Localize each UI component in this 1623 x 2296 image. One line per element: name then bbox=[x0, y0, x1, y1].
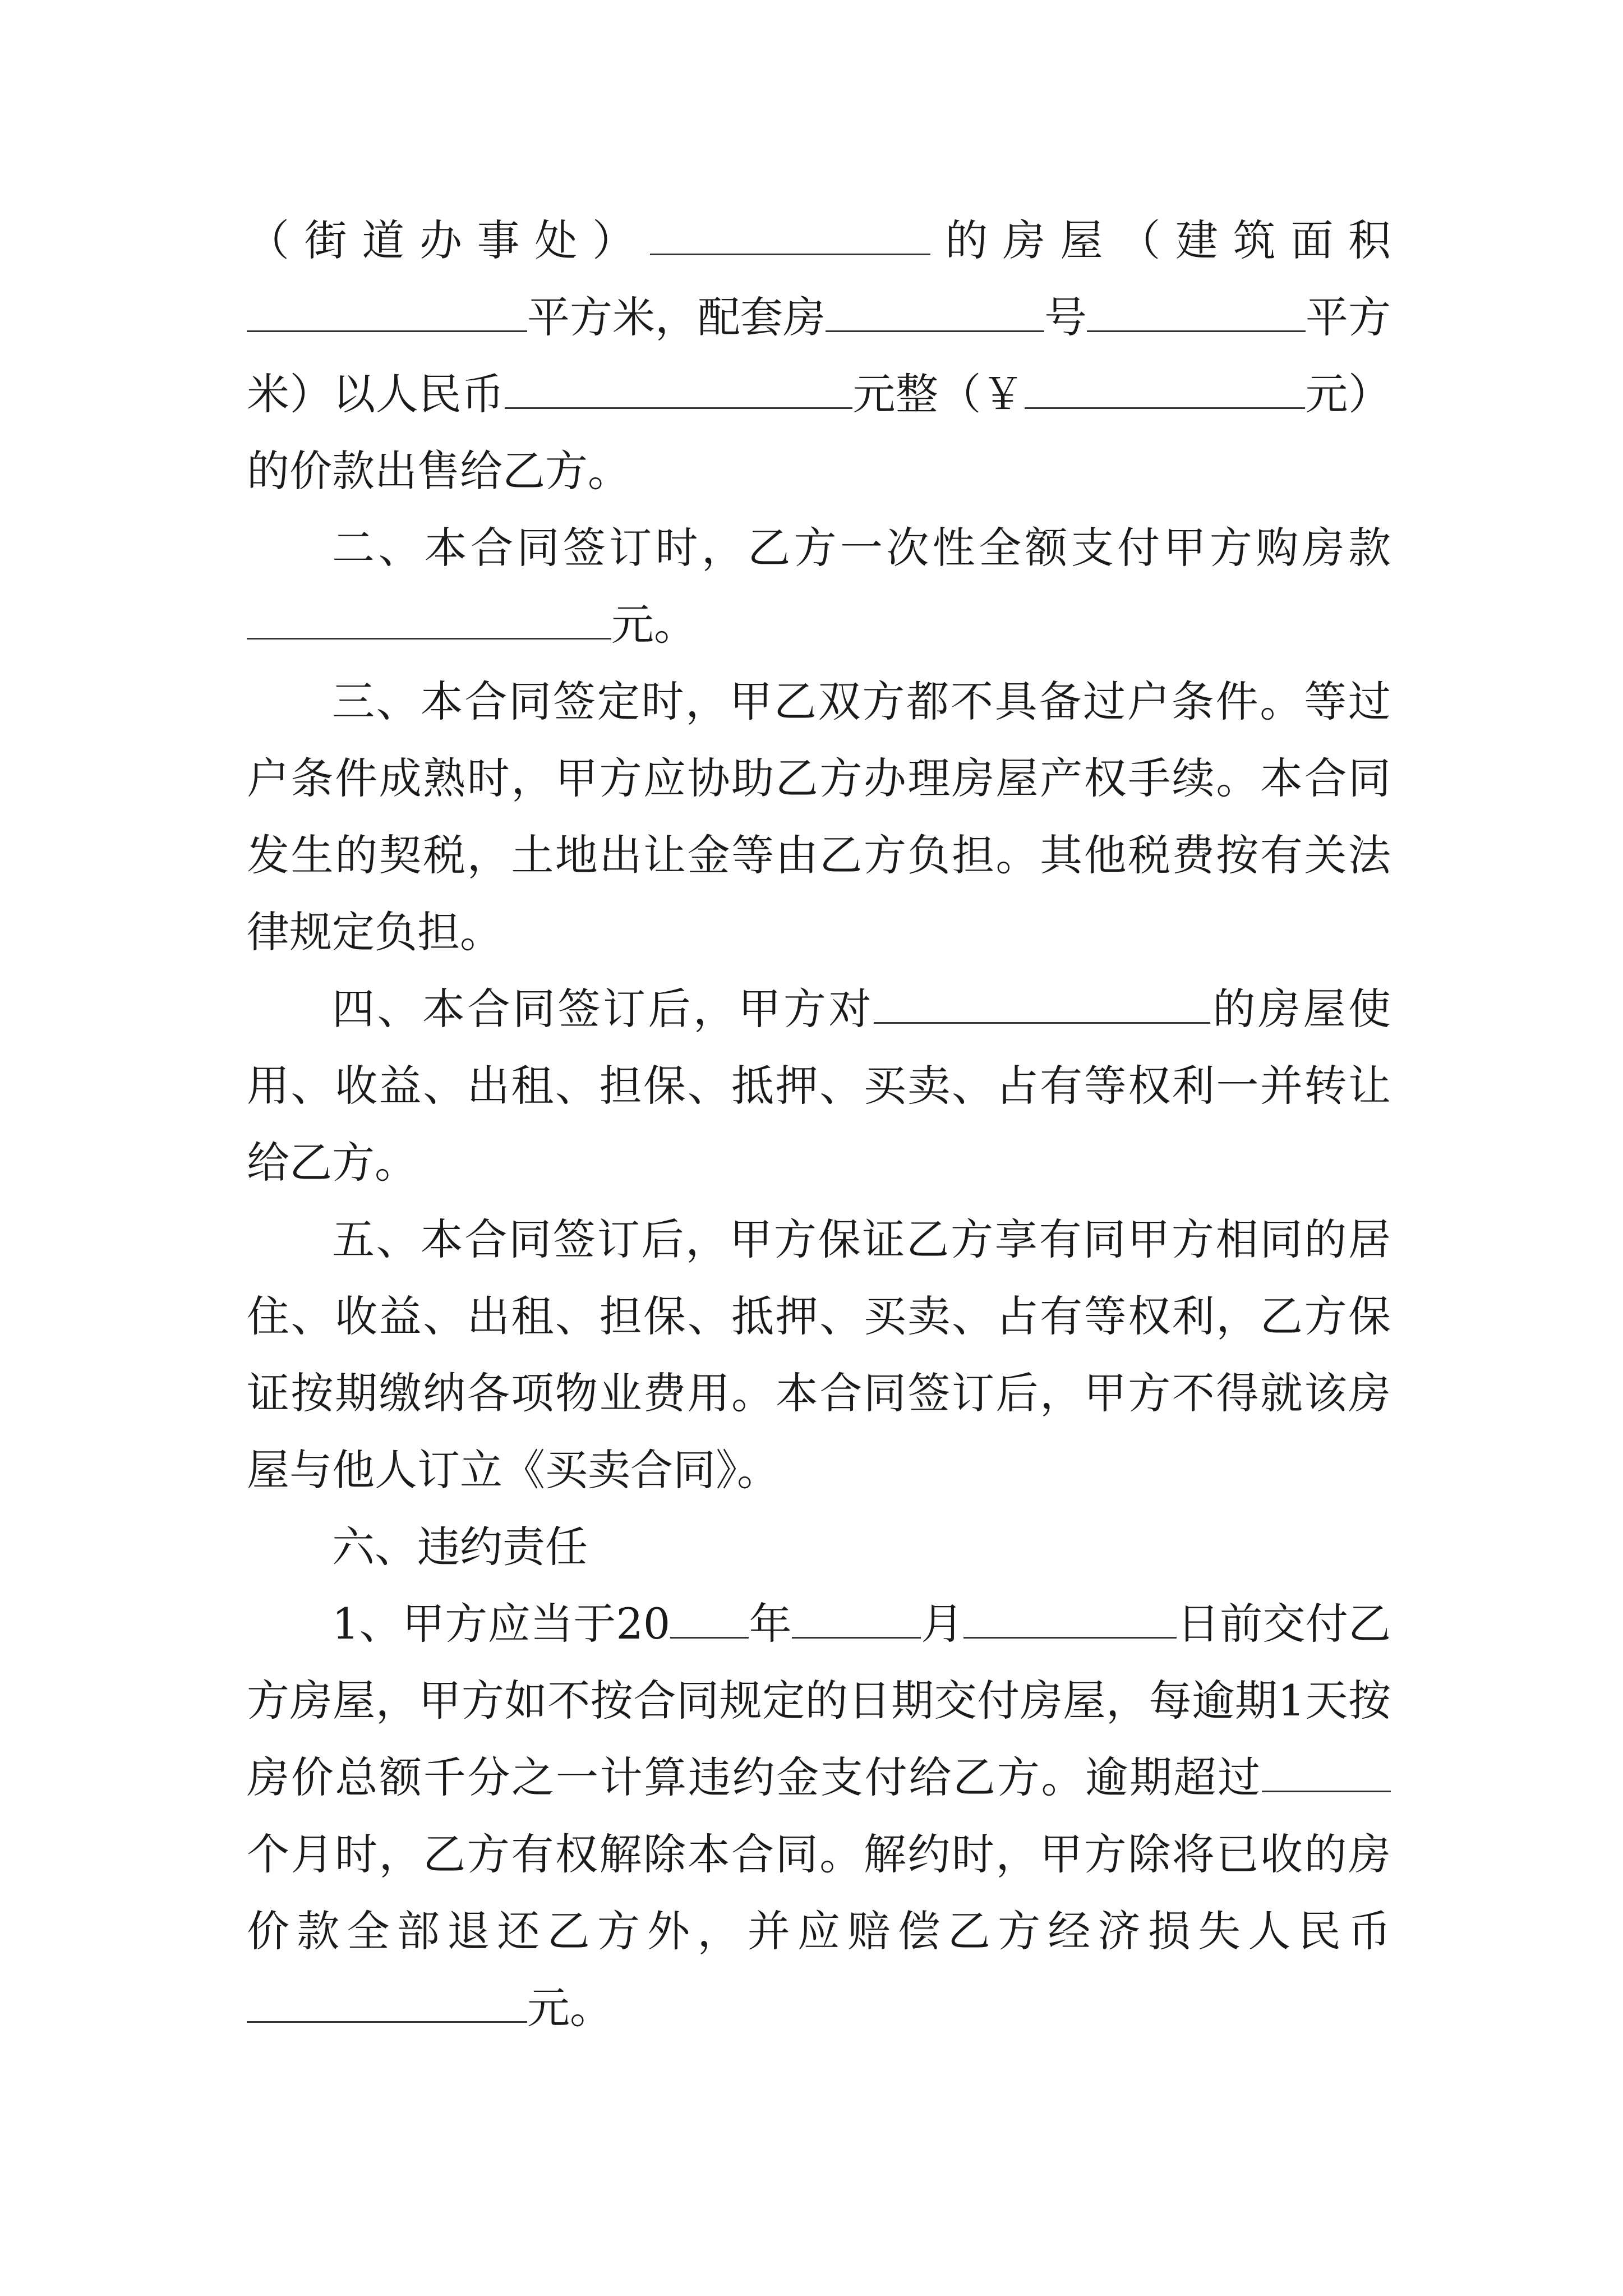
blank-price-words bbox=[505, 368, 852, 409]
section-six-heading: 六、违约责任 bbox=[332, 1522, 588, 1572]
clause-four-text: 的房屋使用、收益、出租、担保、抵押、买卖、占有等权利一并转让给乙方。 bbox=[247, 984, 1391, 1188]
blank-floor-area bbox=[247, 291, 527, 332]
clause-one-text: 的房屋（建筑面积 bbox=[930, 215, 1391, 265]
blank-annex-number bbox=[826, 291, 1044, 332]
blank-annex-area bbox=[1087, 291, 1306, 332]
item-one-text: 月 bbox=[920, 1599, 964, 1649]
item-one-text: 个月时，乙方有权解除本合同。解约时，甲方除将已收的房价款全部退还乙方外，并应赔偿乙方经济损失人民币 bbox=[247, 1829, 1391, 1956]
clause-one-continuation bbox=[247, 202, 1391, 509]
blank-month bbox=[792, 1598, 921, 1639]
clause-one-text: 号 bbox=[1044, 292, 1087, 342]
blank-months-overdue bbox=[1262, 1751, 1391, 1792]
clause-four-text: 四、本合同签订后，甲方对 bbox=[332, 984, 874, 1034]
clause-one-text: 平方米）以人民币 bbox=[247, 292, 1391, 419]
item-one-text: 日前交付乙方房屋，甲方如不按合同规定的日期交付房屋，每逾期1天按房价总额千分之一计算违约金支付给乙方。逾期超过 bbox=[247, 1599, 1391, 1802]
clause-five: 五、本合同签订后，甲方保证乙方享有同甲方相同的居住、收益、出租、担保、抵押、买卖、占有等权利，乙方保证按期缴纳各项物业费用。本合同签订后，甲方不得就该房屋与他人订立《买卖合同》。 bbox=[247, 1214, 1391, 1495]
blank-payment-amount bbox=[247, 599, 611, 639]
clause-one-text: 平方米，配套房 bbox=[527, 292, 826, 342]
clause-one-text: 元）的价款出售给乙方。 bbox=[247, 369, 1391, 496]
contract-body bbox=[247, 202, 1391, 2046]
clause-one-text: （街道办事处） bbox=[247, 215, 650, 265]
item-one-text: 元。 bbox=[527, 1983, 612, 2033]
blank-price-figures bbox=[1025, 368, 1305, 409]
blank-compensation bbox=[247, 1982, 527, 2023]
item-one-text: 年 bbox=[749, 1599, 792, 1649]
item-one-text: 1、甲方应当于20 bbox=[332, 1599, 671, 1649]
clause-two-text: 二、本合同签订时，乙方一次性全额支付甲方购房款 bbox=[332, 523, 1391, 573]
clause-two bbox=[247, 509, 1391, 663]
breach-item-one bbox=[247, 1585, 1391, 2046]
clause-one-text: 元整（￥ bbox=[852, 369, 1025, 419]
clause-three: 三、本合同签定时，甲乙双方都不具备过户条件。等过户条件成熟时，甲方应协助乙方办理房屋产权手续。本合同发生的契税，土地出让金等由乙方负担。其他税费按有关法律规定负担。 bbox=[247, 677, 1391, 957]
blank-location bbox=[650, 214, 930, 255]
clause-two-text: 元。 bbox=[611, 600, 697, 650]
blank-year bbox=[670, 1598, 749, 1639]
blank-property bbox=[874, 983, 1210, 1024]
clause-four bbox=[247, 970, 1391, 1201]
blank-day bbox=[963, 1598, 1177, 1639]
